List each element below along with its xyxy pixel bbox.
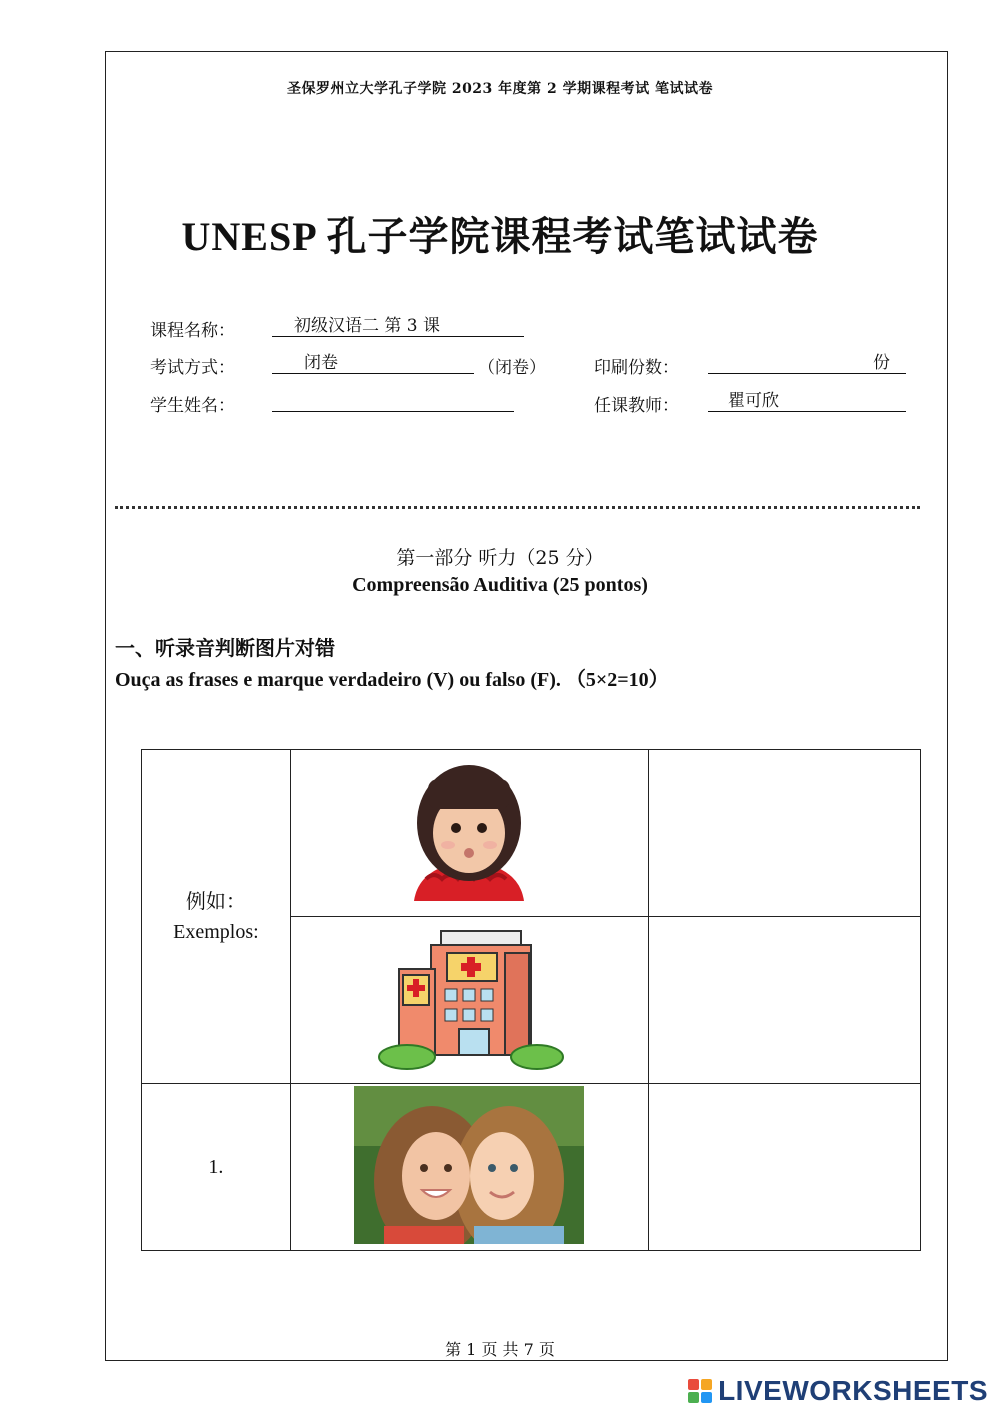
print-copies-label: 印刷份数： [594, 358, 679, 378]
answer-table [141, 749, 921, 1251]
example-label-cell [142, 750, 291, 1084]
example-label-cn: 例如： [185, 890, 246, 913]
dotted-separator [115, 488, 920, 509]
exam-mode-note: （闭卷） [478, 358, 546, 378]
liveworksheets-brand[interactable] [688, 1375, 988, 1407]
logo-square-green [688, 1392, 699, 1403]
two-girls-photo [354, 1086, 584, 1244]
exam-mode-field [272, 351, 474, 374]
example-picture-cell-2 [290, 917, 648, 1084]
exam-header: 圣保罗州立大学孔子学院 2023 年度第 2 学期课程考试 笔试试卷 [286, 81, 714, 97]
print-copies-unit: 份 [873, 353, 890, 373]
logo-square-orange [701, 1379, 712, 1390]
exam-title: UNESP 孔子学院课程考试笔试试卷 [181, 214, 819, 259]
example-picture-cell-1 [290, 750, 648, 917]
logo-square-blue [701, 1392, 712, 1403]
teacher-value: 瞿可欣 [728, 391, 779, 411]
course-field [272, 314, 524, 337]
logo-square-red [688, 1379, 699, 1390]
section-title: 第一部分 听力（25 分） [396, 547, 604, 569]
print-copies-field[interactable] [708, 351, 906, 374]
brand-name: LIVEWORKSHEETS [718, 1375, 988, 1406]
item-1-label: 1. [208, 1156, 224, 1178]
teacher-field [708, 389, 906, 412]
course-label: 课程名称： [150, 321, 235, 341]
page-footer: 第 1 页 共 7 页 [445, 1340, 555, 1359]
answer-cell-example-2[interactable] [648, 917, 920, 1084]
answer-cell-example-1[interactable] [648, 750, 920, 917]
student-name-field[interactable] [272, 389, 514, 412]
example-label-pt: Exemplos: [173, 920, 259, 943]
liveworksheets-logo-icon [688, 1379, 712, 1403]
answer-cell-item-1[interactable] [648, 1084, 920, 1251]
question-instruction: Ouça as frases e marque verdadeiro (V) ou falso (F). （5×2=10） [115, 669, 669, 691]
exam-mode-value: 闭卷 [304, 353, 338, 373]
teacher-label: 任课教师： [594, 396, 679, 416]
item-1-label-cell [142, 1084, 291, 1251]
question-title: 一、听录音判断图片对错 [115, 636, 335, 660]
section-subtitle: Compreensão Auditiva (25 pontos) [352, 574, 648, 596]
item-1-picture-cell [290, 1084, 648, 1251]
course-value: 初级汉语二 第 3 课 [294, 316, 441, 336]
exam-mode-label: 考试方式： [150, 358, 235, 378]
girl-portrait-image [394, 761, 544, 901]
hospital-image [369, 923, 569, 1073]
student-name-label: 学生姓名： [150, 396, 235, 416]
